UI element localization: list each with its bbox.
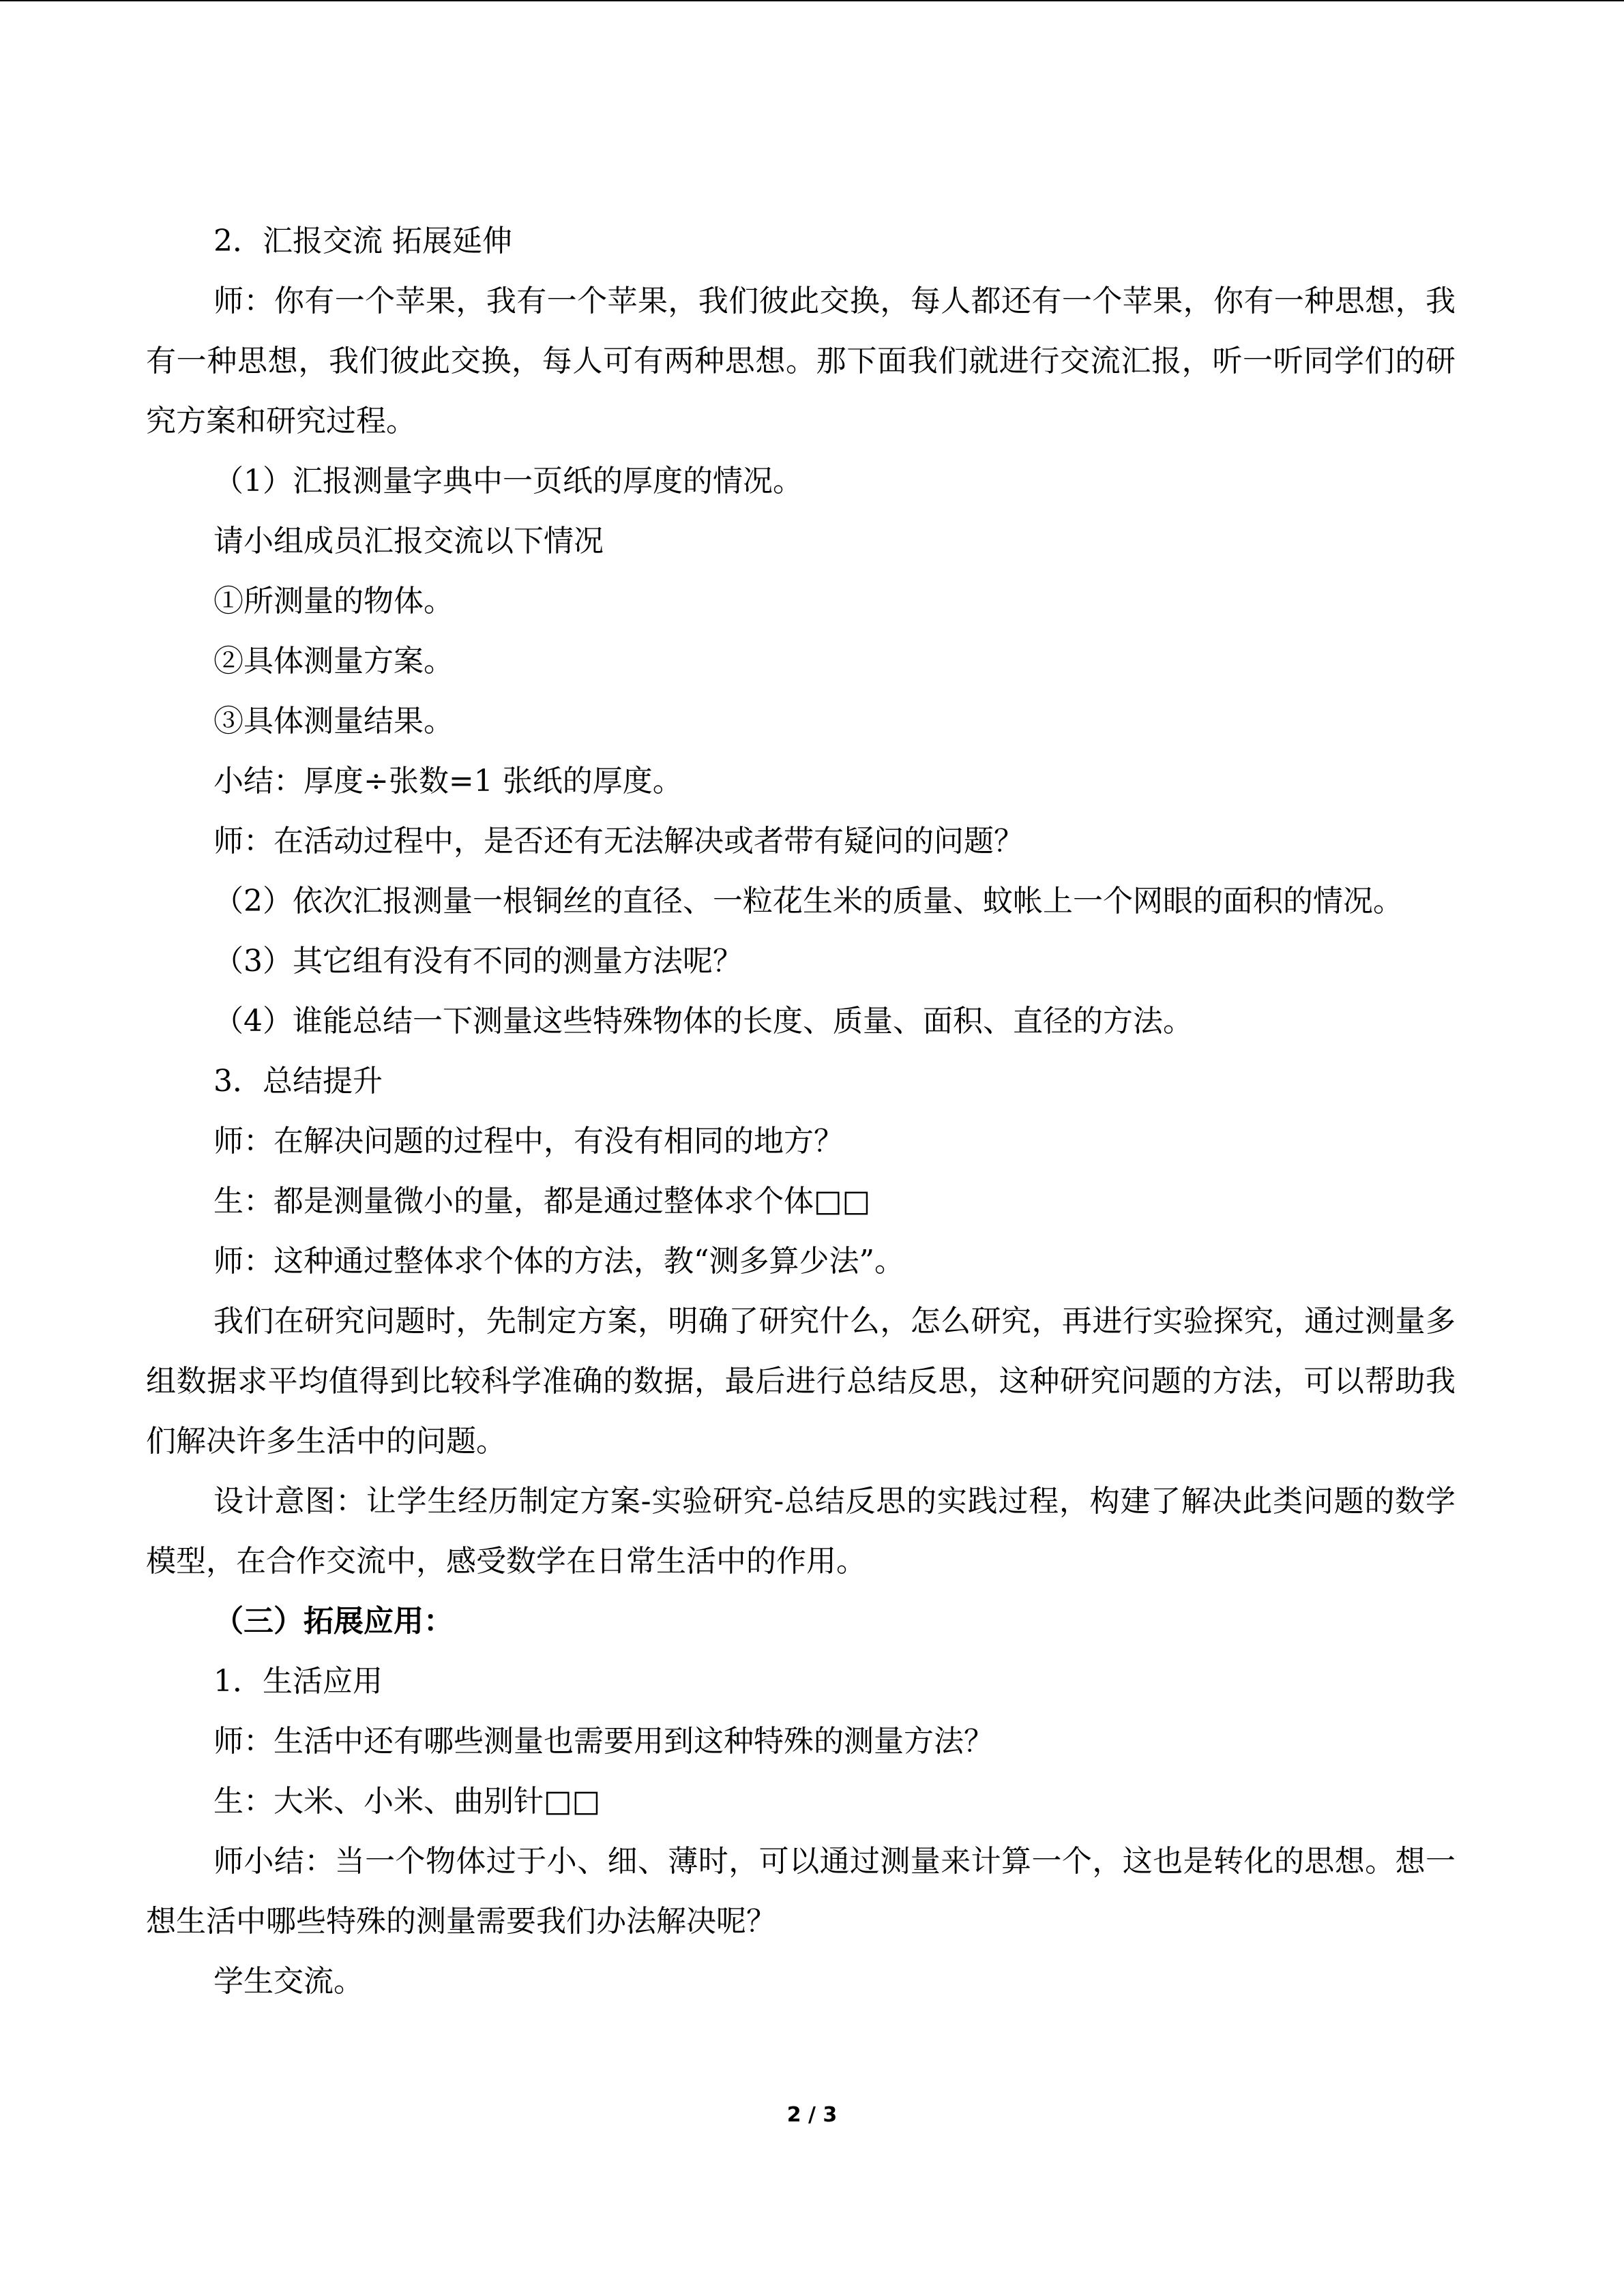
paragraph-section-heading-summary: 3．总结提升 — [213, 1064, 383, 1099]
paragraph-section-heading-report: 2．汇报交流 拓展延伸 — [213, 224, 512, 258]
paragraph-teacher-apple-analogy: 师：你有一个苹果，我有一个苹果，我们彼此交换，每人都还有一个苹果，你有一种思想，我有一种思想，我们彼此交换，每人可有两种思想。那下面我们就进行交流汇报，听一听同学们的研究方案和研究过程。 — [146, 284, 1456, 438]
paragraph-list-item-1: ①所测量的物体。 — [213, 584, 454, 618]
paragraph-teacher-common-ground: 师：在解决问题的过程中，有没有相同的地方？ — [213, 1124, 844, 1159]
paragraph-report-item-3: （3）其它组有没有不同的测量方法呢？ — [213, 944, 743, 979]
paragraph-subheading-life-application: 1．生活应用 — [213, 1664, 383, 1699]
paragraph-section-heading-extension: （三）拓展应用： — [213, 1604, 454, 1639]
paragraph-report-item-2: （2）依次汇报测量一根铜丝的直径、一粒花生米的质量、蚊帐上一个网眼的面积的情况。 — [213, 884, 1403, 919]
paragraph-student-examples: 生：大米、小米、曲别针□□ — [213, 1784, 601, 1819]
paragraph-list-item-3: ③具体测量结果。 — [213, 704, 454, 739]
page-top-border — [0, 0, 1624, 1]
paragraph-list-item-2: ②具体测量方案。 — [213, 644, 454, 679]
paragraph-teacher-question: 师：在活动过程中，是否还有无法解决或者带有疑问的问题？ — [213, 824, 1024, 859]
paragraph-design-intent: 设计意图：让学生经历制定方案-实验研究-总结反思的实践过程，构建了解决此类问题的数学模型，在合作交流中，感受数学在日常生活中的作用。 — [146, 1484, 1456, 1579]
paragraph-summary-formula: 小结：厚度÷张数=1 张纸的厚度。 — [213, 764, 683, 799]
paragraph-student-exchange: 学生交流。 — [213, 1964, 364, 1999]
paragraph-teacher-method-name: 师：这种通过整体求个体的方法，教“测多算少法”。 — [213, 1244, 904, 1279]
paragraph-teacher-life-question: 师：生活中还有哪些测量也需要用到这种特殊的测量方法？ — [213, 1724, 994, 1759]
paragraph-student-answer: 生：都是测量微小的量，都是通过整体求个体□□ — [213, 1184, 871, 1219]
paragraph-report-item-4: （4）谁能总结一下测量这些特殊物体的长度、质量、面积、直径的方法。 — [213, 1004, 1193, 1039]
paragraph-research-process: 我们在研究问题时，先制定方案，明确了研究什么，怎么研究，再进行实验探究，通过测量多组数据求平均值得到比较科学准确的数据，最后进行总结反思，这种研究问题的方法，可以帮助我们解决许多生活中的问题。 — [146, 1304, 1456, 1459]
page-number: 2 / 3 — [786, 2103, 838, 2127]
document-body — [146, 211, 1456, 2012]
paragraph-report-item-1: （1）汇报测量字典中一页纸的厚度的情况。 — [213, 464, 803, 498]
paragraph-group-instructions: 请小组成员汇报交流以下情况 — [213, 524, 604, 558]
paragraph-teacher-conclusion: 师小结：当一个物体过于小、细、薄时，可以通过测量来计算一个，这也是转化的思想。想一想生活中哪些特殊的测量需要我们办法解决呢？ — [146, 1844, 1456, 1939]
